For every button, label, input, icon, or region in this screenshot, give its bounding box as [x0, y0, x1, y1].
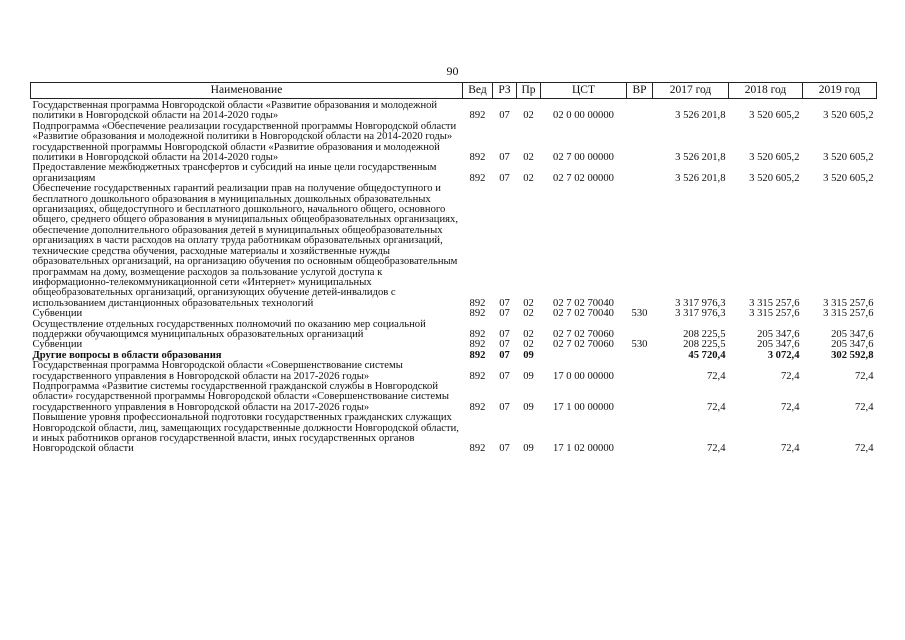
cell-cst: 17 1 02 00000 — [553, 443, 614, 455]
cell-vr: 530 — [631, 339, 648, 351]
cell-name: Государственная программа Новгородской области «Совершенствование системы государственного управления в Новгородской области на 2017-2026 годы» — [32, 360, 403, 382]
cell-2017: 72,4 — [706, 401, 726, 413]
cell-pr: 09 — [523, 370, 534, 382]
cell-pr: 02 — [523, 297, 534, 309]
cell-2018: 3 072,4 — [767, 349, 800, 361]
cell-ved: 892 — [469, 328, 486, 340]
cell-2018: 72,4 — [780, 401, 800, 413]
table-row — [31, 413, 877, 455]
cell-cst: 02 7 02 70060 — [553, 339, 614, 351]
cell-cst: 17 1 00 00000 — [553, 401, 614, 413]
table-row — [31, 361, 877, 382]
cell-2019: 3 315 257,6 — [823, 308, 874, 320]
cell-pr: 09 — [523, 443, 534, 455]
header-vr: ВР — [627, 83, 653, 99]
header-name: Наименование — [31, 83, 463, 99]
cell-name: Субвенции — [32, 339, 83, 351]
cell-2019: 72,4 — [854, 401, 874, 413]
cell-name: Повышение уровня профессиональной подготовки государственных гражданских служащих Новгородской области, лиц, замещающих государственные должности Новгородской области, и иных работников органов государственной власти, иных государственных органов Новгородской области — [32, 412, 459, 455]
table-row — [31, 309, 877, 319]
cell-cst: 02 7 00 00000 — [553, 152, 614, 164]
cell-rz: 07 — [499, 297, 510, 309]
table-header — [31, 83, 877, 99]
cell-2019: 3 520 605,2 — [823, 152, 874, 164]
cell-vr: 530 — [631, 308, 648, 320]
cell-2018: 3 520 605,2 — [749, 172, 800, 184]
header-pr: Пр — [517, 83, 541, 99]
cell-rz: 07 — [499, 172, 510, 184]
cell-cst: 02 7 02 00000 — [553, 172, 614, 184]
cell-pr: 09 — [523, 349, 534, 361]
cell-2018: 3 315 257,6 — [749, 308, 800, 320]
cell-rz: 07 — [499, 339, 510, 351]
table-row — [31, 184, 877, 309]
cell-vr — [627, 320, 653, 341]
cell-2017: 3 317 976,3 — [675, 297, 726, 309]
cell-rz: 07 — [499, 443, 510, 455]
cell-ved: 892 — [469, 172, 486, 184]
table-row — [31, 99, 877, 122]
cell-rz: 07 — [499, 152, 510, 164]
cell-2019: 72,4 — [854, 370, 874, 382]
cell-2018: 3 315 257,6 — [749, 297, 800, 309]
cell-name: Другие вопросы в области образования — [32, 349, 222, 361]
cell-2019: 3 520 605,2 — [823, 110, 874, 122]
cell-ved: 892 — [469, 401, 486, 413]
page-number: 90 — [446, 64, 459, 78]
cell-rz: 07 — [499, 110, 510, 122]
cell-ved: 892 — [469, 349, 486, 361]
cell-rz: 07 — [499, 370, 510, 382]
cell-2017: 72,4 — [706, 443, 726, 455]
cell-name: Предоставление межбюджетных трансфертов и субсидий на иные цели государственным организациям — [32, 162, 437, 184]
header-2019: 2019 год — [803, 83, 877, 99]
cell-cst: 02 7 02 70060 — [553, 328, 614, 340]
cell-rz: 07 — [499, 401, 510, 413]
cell-pr: 02 — [523, 308, 534, 320]
cell-pr: 02 — [523, 339, 534, 351]
header-rz: РЗ — [493, 83, 517, 99]
cell-2017: 3 526 201,8 — [675, 152, 726, 164]
cell-name: Подпрограмма «Обеспечение реализации государственной программы Новгородской области «Развитие образования и молодежной политики в Новгородской области на 2014-2020 годы» государственной программы Новгородской области «Развитие образования и молодежной политики в Новгородской области на 2014-2020 годы» — [32, 120, 457, 164]
cell-pr: 02 — [523, 152, 534, 164]
cell-cst: 02 0 00 00000 — [553, 110, 614, 122]
header-row — [31, 83, 877, 99]
cell-pr: 09 — [523, 401, 534, 413]
cell-pr: 02 — [523, 110, 534, 122]
cell-ved: 892 — [469, 370, 486, 382]
cell-cst: 02 7 02 70040 — [553, 297, 614, 309]
cell-2017: 208 225,5 — [683, 328, 726, 340]
cell-rz: 07 — [499, 308, 510, 320]
cell-vr — [627, 351, 653, 361]
header-cst: ЦСТ — [541, 83, 627, 99]
cell-vr — [627, 99, 653, 122]
cell-ved: 892 — [469, 308, 486, 320]
cell-2019: 302 592,8 — [831, 349, 874, 361]
header-2018: 2018 год — [729, 83, 803, 99]
cell-vr — [627, 361, 653, 382]
cell-name: Подпрограмма «Развитие системы государственной гражданской службы в Новгородской области» государственной программы Новгородской области «Совершенствование системы государственного управления в Новгородской области на 2017-2026 годы» — [32, 380, 449, 413]
cell-cst: 02 7 02 70040 — [553, 308, 614, 320]
header-ved: Вед — [463, 83, 493, 99]
cell-2017: 208 225,5 — [683, 339, 726, 351]
cell-vr — [627, 413, 653, 455]
cell-cst — [541, 351, 627, 361]
cell-pr: 02 — [523, 172, 534, 184]
cell-2018: 72,4 — [780, 370, 800, 382]
table-row — [31, 320, 877, 341]
cell-2017: 3 526 201,8 — [675, 172, 726, 184]
cell-ved: 892 — [469, 339, 486, 351]
cell-2019: 3 315 257,6 — [823, 297, 874, 309]
cell-vr — [627, 122, 653, 164]
cell-name: Государственная программа Новгородской области «Развитие образования и молодежной политики в Новгородской области на 2014-2020 годы» — [32, 100, 438, 122]
cell-vr — [627, 163, 653, 184]
cell-2018: 3 520 605,2 — [749, 152, 800, 164]
header-2017: 2017 год — [653, 83, 729, 99]
table-row — [31, 122, 877, 164]
cell-2018: 72,4 — [780, 443, 800, 455]
cell-2018: 205 347,6 — [757, 328, 800, 340]
table-row — [31, 382, 877, 413]
budget-table — [30, 82, 877, 455]
cell-2019: 72,4 — [854, 443, 874, 455]
cell-2017: 3 317 976,3 — [675, 308, 726, 320]
cell-2017: 45 720,4 — [688, 349, 726, 361]
cell-2017: 3 526 201,8 — [675, 110, 726, 122]
cell-cst: 17 0 00 00000 — [553, 370, 614, 382]
cell-name: Осуществление отдельных государственных полномочий по оказанию мер социальной поддержки обучающимся муниципальных образовательных организаций — [32, 318, 426, 340]
cell-ved: 892 — [469, 443, 486, 455]
cell-name: Обеспечение государственных гарантий реализации прав на получение общедоступного и бесплатного дошкольного образования в муниципальных дошкольных образовательных организациях, общедоступного и бесплатного дошкольного, начального общего, основного общего, среднего общего образования в муниципальных общеобразовательных организациях, обеспечение дополнительного образования детей в муниципальных общеобразовательных организациях в части расходов на оплату труда работникам образовательных организаций, технические средства обучения, расходные материалы и хозяйственные нужды образовательных организаций, на организацию обучения по основным общеобразовательным программам на дому, возмещение расходов за пользование услугой доступа к информационно-телекоммуникационной сети «Интернет» муниципальных общеобразовательных организаций, организующих обучение детей-инвалидов с использованием дистанционных образовательных технологий — [32, 183, 458, 309]
cell-pr: 02 — [523, 328, 534, 340]
cell-2019: 3 520 605,2 — [823, 172, 874, 184]
cell-rz: 07 — [499, 349, 510, 361]
cell-ved: 892 — [469, 110, 486, 122]
cell-2019: 205 347,6 — [831, 339, 874, 351]
cell-rz: 07 — [499, 328, 510, 340]
cell-2018: 205 347,6 — [757, 339, 800, 351]
cell-name: Субвенции — [32, 308, 83, 320]
table-row — [31, 163, 877, 184]
cell-vr — [627, 382, 653, 413]
cell-ved: 892 — [469, 152, 486, 164]
cell-2018: 3 520 605,2 — [749, 110, 800, 122]
cell-2017: 72,4 — [706, 370, 726, 382]
cell-2019: 205 347,6 — [831, 328, 874, 340]
table-body — [31, 99, 877, 455]
cell-ved: 892 — [469, 297, 486, 309]
cell-vr — [627, 184, 653, 309]
